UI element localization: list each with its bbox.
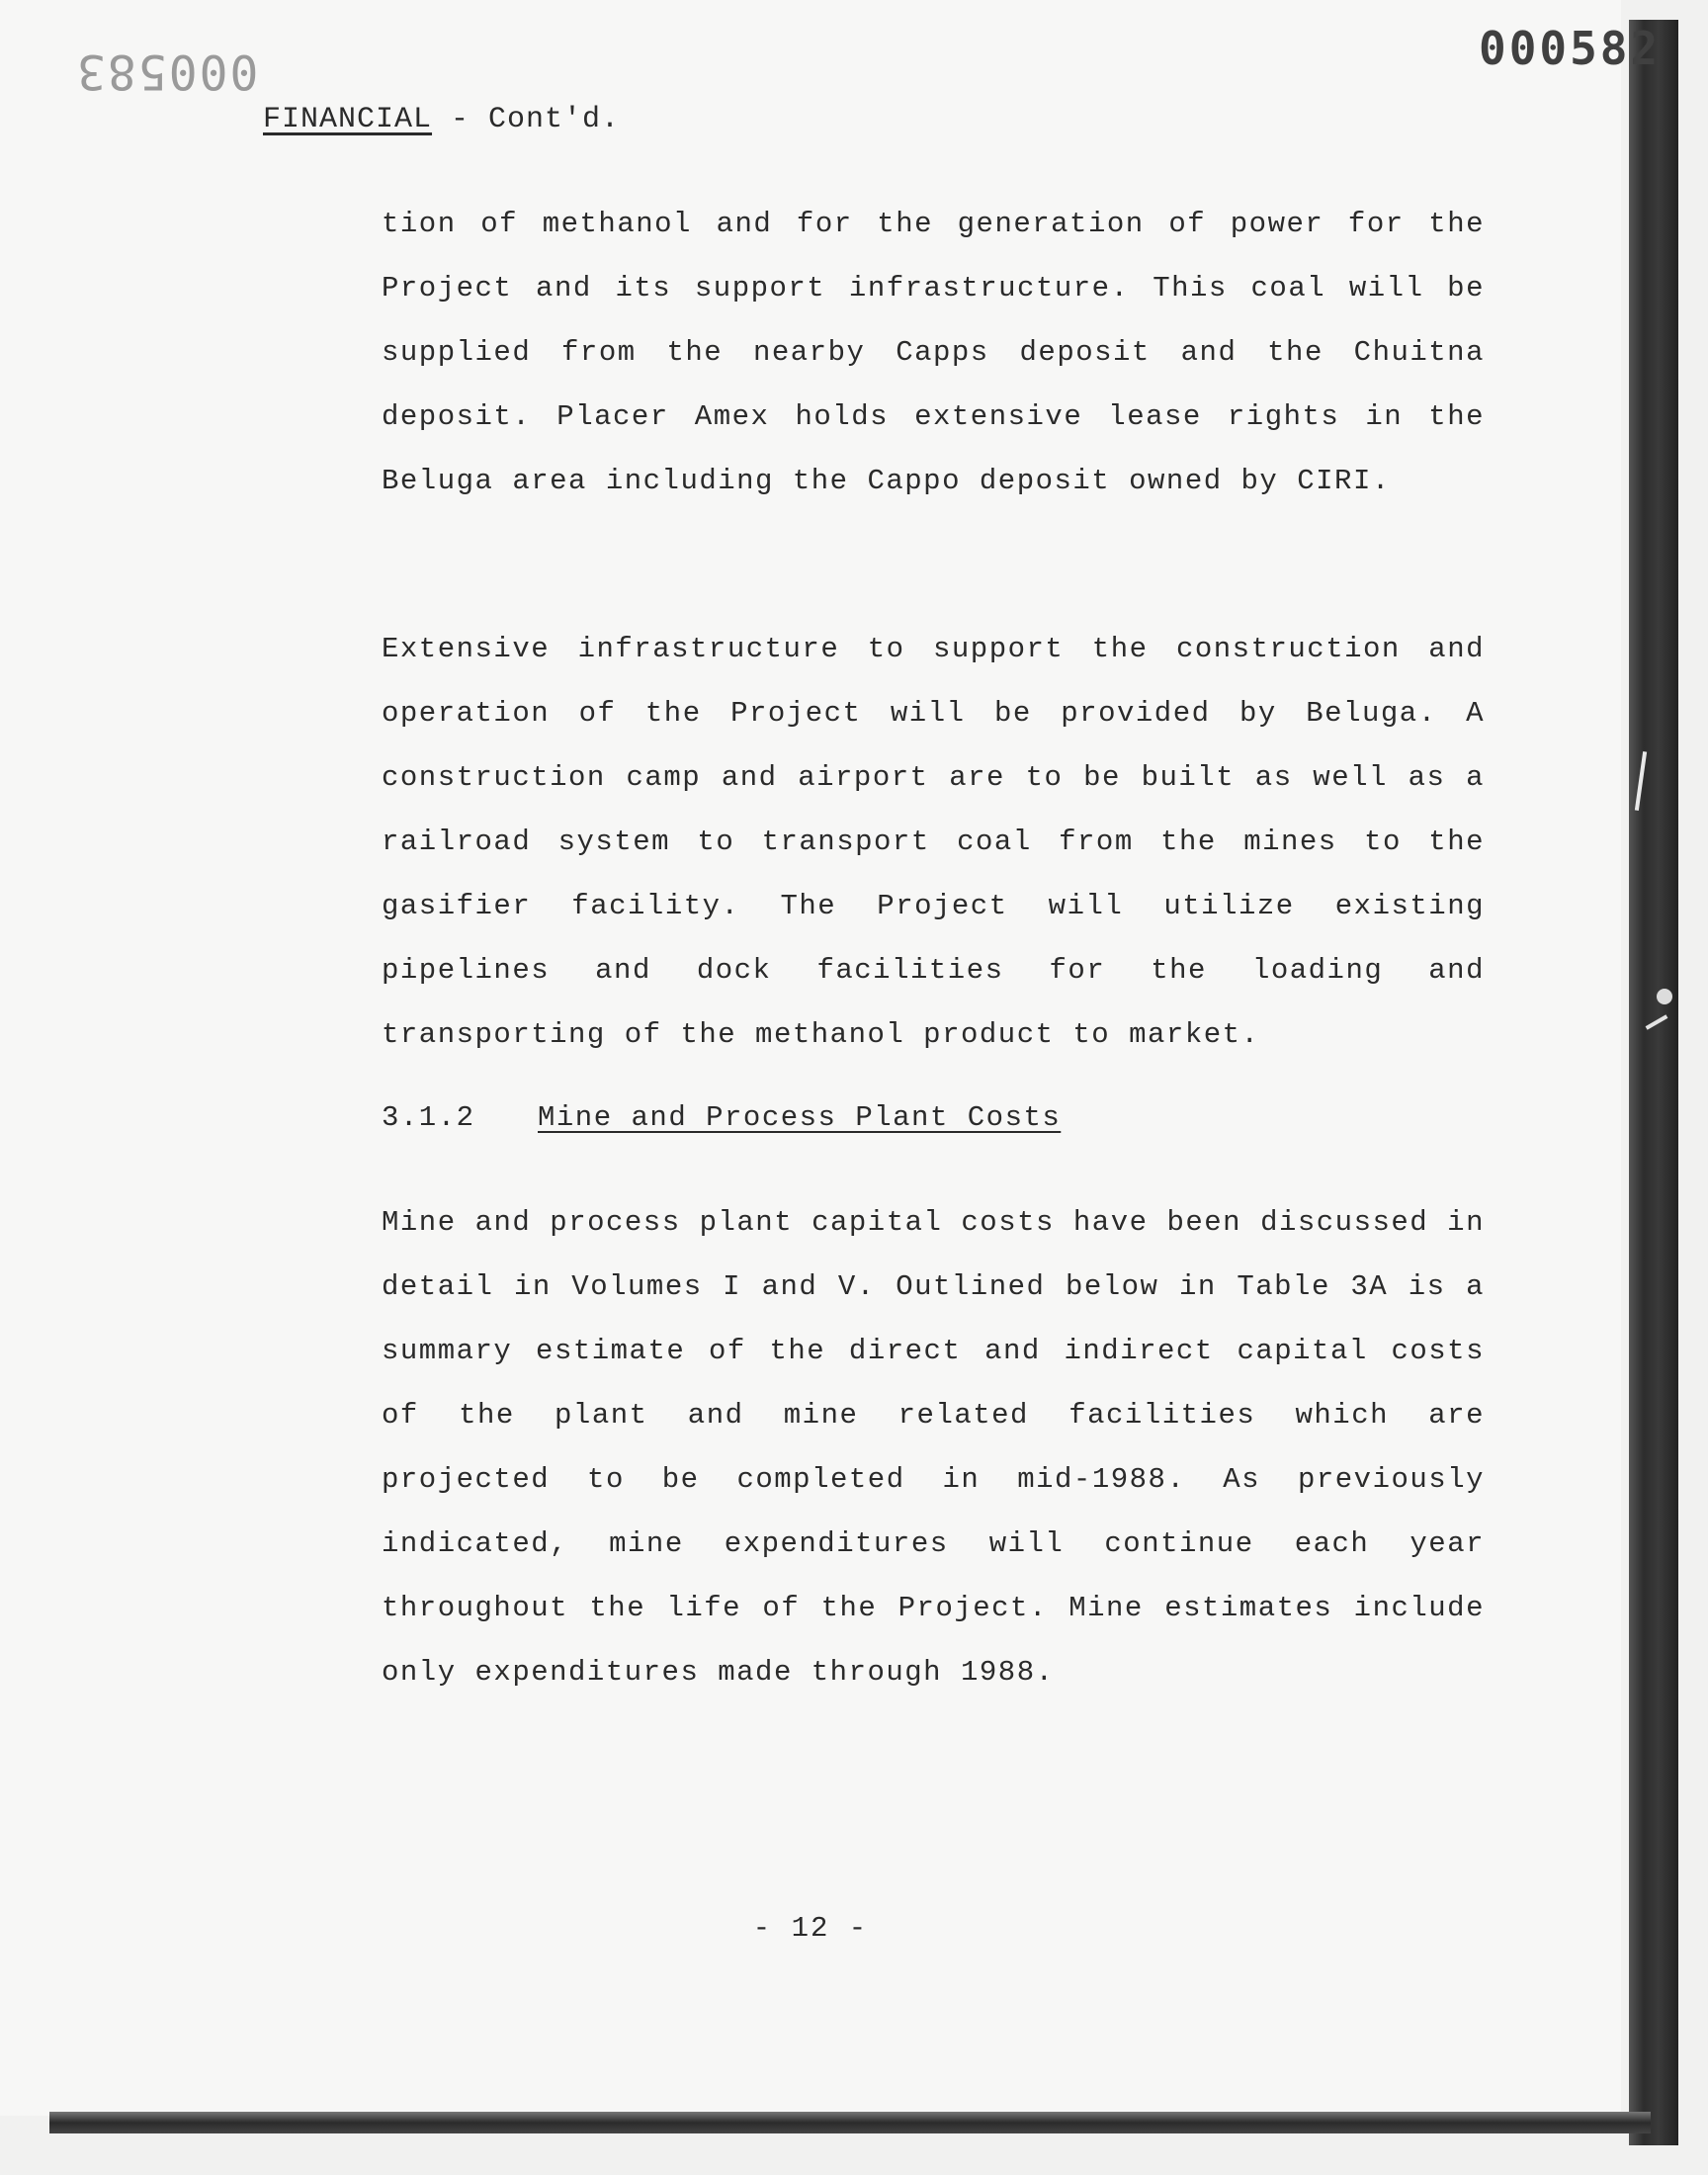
- scan-edge-right: [1629, 20, 1678, 2145]
- heading-continuation: - Cont'd.: [432, 103, 621, 136]
- scan-mark: [1657, 989, 1672, 1004]
- section-heading: [382, 1101, 1061, 1134]
- scan-edge-bottom: [49, 2112, 1651, 2133]
- heading-label: FINANCIAL: [263, 103, 433, 136]
- bleed-through-number-stamp: 000583: [75, 44, 259, 99]
- paragraph: Mine and process plant capital costs have been discussed in detail in Volumes I and V. Outlined below in Table 3A is a summary estimate of the direct and indirect capital costs of the plant and mine related facilities which are projected to be completed in mid-1988. As previously indicated, mine expenditures will continue each year throughout the life of the Project. Mine estimates include only expenditures made through 1988.: [382, 1206, 1485, 1689]
- paragraph: Extensive infrastructure to support the construction and operation of the Project will be provided by Beluga. A construction camp and airport are to be built as well as a railroad system to transport coal from the mines to the gasifier facility. The Project will utilize existing pipelines and dock facilities for the loading and transporting of the methanol product to market.: [382, 633, 1485, 1051]
- page-number: - 12 -: [752, 1912, 869, 1945]
- paragraph: tion of methanol and for the generation of power for the Project and its support infrastructure. This coal will be supplied from the nearby Capps deposit and the Chuitna deposit. Placer Amex holds extensive lease rights in the Beluga area including the Cappo deposit owned by CIRI.: [382, 208, 1485, 497]
- page-heading: [263, 103, 620, 136]
- section-number: 3.1.2: [382, 1101, 475, 1134]
- document-number-stamp: 000582: [1479, 22, 1662, 75]
- section-title: Mine and Process Plant Costs: [538, 1101, 1062, 1134]
